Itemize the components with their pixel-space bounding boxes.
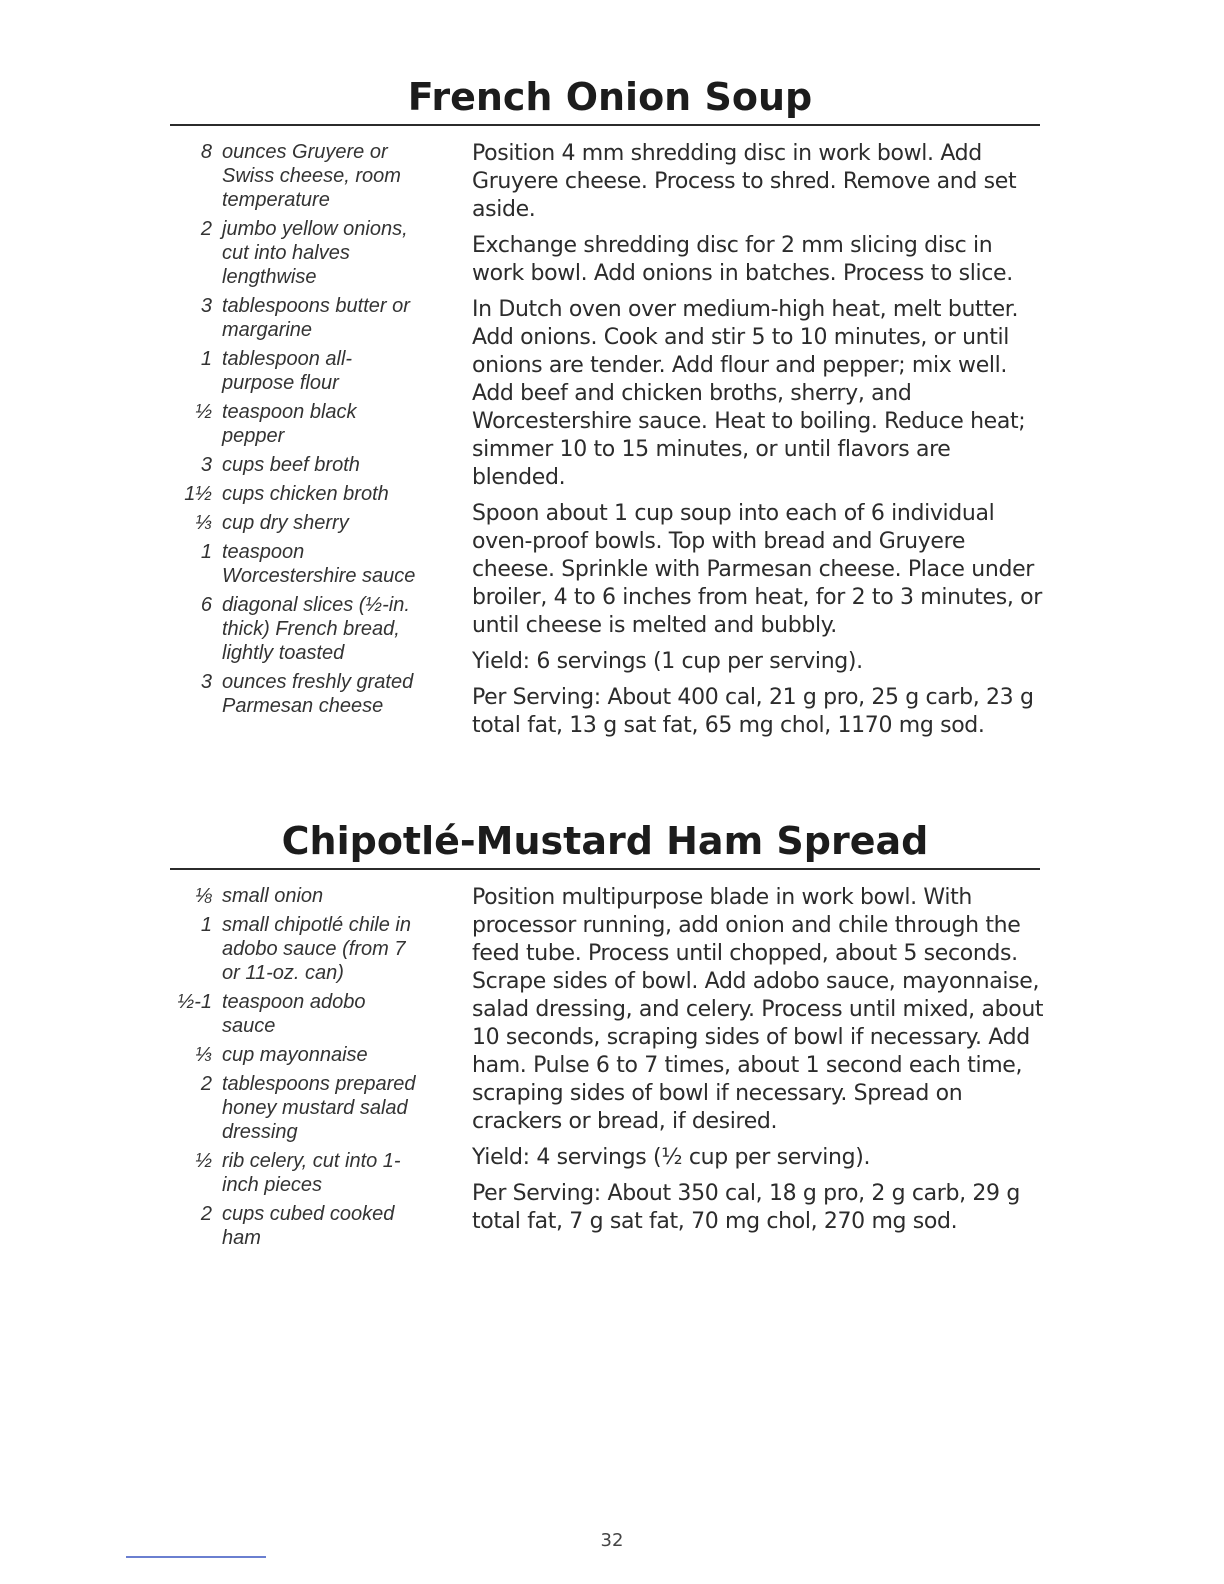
ingredient-item xyxy=(170,347,440,395)
recipe-french-onion-soup xyxy=(170,70,1042,738)
ingredient-desc: tablespoons butter or margarine xyxy=(222,295,410,341)
ingredient-item xyxy=(170,913,440,985)
direction-step: In Dutch oven over medium-high heat, melt butter. Add onions. Cook and stir 5 to 10 minutes, or until onions are tender. Add flour and pepper; mix well. Add beef and chicken broths, sherry, and Worcestershire sauce. Heat to boiling. Reduce heat; simmer 10 to 15 minutes, or until flavors are blended. xyxy=(472,297,1026,490)
ingredient-item xyxy=(170,540,440,588)
ingredient-qty: ⅛ xyxy=(195,885,212,907)
ingredient-qty: 6 xyxy=(200,594,212,616)
yield-text: Yield: 4 servings (½ cup per serving). xyxy=(472,1145,871,1170)
recipe-chipotle-mustard-ham-spread xyxy=(170,814,1044,1249)
ingredient-item xyxy=(170,670,440,718)
ingredient-desc: teaspoon adobo sauce xyxy=(222,991,366,1037)
ingredient-desc: teaspoon black pepper xyxy=(222,401,357,447)
ingredient-qty: 2 xyxy=(200,1073,212,1095)
direction-step: Position multipurpose blade in work bowl. With processor running, add onion and chile through the feed tube. Process until chopped, about 5 seconds. Scrape sides of bowl. Add adobo sauce, mayonnaise, salad dressing, and celery. Process until mixed, about 10 seconds, scraping sides of bowl if necessary. Add ham. Pulse 6 to 7 times, about 1 second each time, scraping sides of bowl if necessary. Spread on crackers or bread, if desired. xyxy=(472,885,1044,1134)
ingredient-desc: small onion xyxy=(222,885,324,907)
ingredient-desc: ounces freshly grated Parmesan cheese xyxy=(222,671,414,717)
ingredient-qty: ½ xyxy=(195,1150,212,1172)
ingredient-qty: 3 xyxy=(200,671,212,693)
ingredient-item xyxy=(170,1072,440,1144)
ingredient-item xyxy=(170,140,440,212)
ingredient-list xyxy=(170,140,440,723)
ingredient-desc: rib celery, cut into 1-inch pieces xyxy=(222,1150,401,1196)
ingredient-qty: 8 xyxy=(200,141,212,163)
ingredient-desc: ounces Gruyere or Swiss cheese, room temperature xyxy=(222,141,401,211)
ingredient-item xyxy=(170,400,440,448)
ingredient-qty: 1 xyxy=(200,541,212,563)
ingredient-item xyxy=(170,482,440,506)
ingredient-item xyxy=(170,1149,440,1197)
ingredient-desc: cups beef broth xyxy=(222,454,360,476)
ingredient-list xyxy=(170,884,440,1255)
ingredient-desc: tablespoon all-purpose flour xyxy=(222,348,353,394)
ingredient-item xyxy=(170,1043,440,1067)
ingredient-desc: small chipotlé chile in adobo sauce (from 7 or 11-oz. can) xyxy=(222,914,411,984)
direction-step: Position 4 mm shredding disc in work bowl. Add Gruyere cheese. Process to shred. Remove and set aside. xyxy=(472,141,1017,222)
title-divider xyxy=(170,124,1040,126)
ingredient-desc: cup dry sherry xyxy=(222,512,349,534)
ingredient-qty: 3 xyxy=(200,295,212,317)
nutrition-text: Per Serving: About 400 cal, 21 g pro, 25 g carb, 23 g total fat, 13 g sat fat, 65 mg chol, 1170 mg sod. xyxy=(472,685,1034,738)
ingredient-item xyxy=(170,453,440,477)
title-divider xyxy=(170,868,1040,870)
ingredient-qty: ⅓ xyxy=(195,512,212,534)
recipe-title: Chipotlé-Mustard Ham Spread xyxy=(281,819,929,863)
ingredient-qty: ½ xyxy=(195,401,212,423)
ingredient-desc: teaspoon Worcestershire sauce xyxy=(222,541,416,587)
footer-divider xyxy=(126,1556,266,1558)
ingredient-desc: diagonal slices (½-in. thick) French bread, lightly toasted xyxy=(222,594,410,664)
directions xyxy=(472,884,1044,1244)
ingredient-qty: 2 xyxy=(200,218,212,240)
nutrition-text: Per Serving: About 350 cal, 18 g pro, 2 g carb, 29 g total fat, 7 g sat fat, 70 mg chol, 270 mg sod. xyxy=(472,1181,1020,1234)
ingredient-qty: ½-1 xyxy=(177,991,212,1013)
ingredient-desc: jumbo yellow onions, cut into halves lengthwise xyxy=(222,218,408,288)
ingredient-qty: 1 xyxy=(200,348,212,370)
ingredient-qty: 3 xyxy=(200,454,212,476)
ingredient-desc: cup mayonnaise xyxy=(222,1044,368,1066)
ingredient-item xyxy=(170,884,440,908)
ingredient-item xyxy=(170,1202,440,1250)
ingredient-qty: ⅓ xyxy=(195,1044,212,1066)
page-number: 32 xyxy=(600,1530,624,1551)
direction-step: Exchange shredding disc for 2 mm slicing disc in work bowl. Add onions in batches. Process to slice. xyxy=(472,233,1013,286)
ingredient-qty: 1½ xyxy=(184,483,212,505)
ingredient-desc: tablespoons prepared honey mustard salad dressing xyxy=(222,1073,416,1143)
ingredient-qty: 2 xyxy=(200,1203,212,1225)
yield-text: Yield: 6 servings (1 cup per serving). xyxy=(472,649,863,674)
direction-step: Spoon about 1 cup soup into each of 6 individual oven-proof bowls. Top with bread and Gruyere cheese. Sprinkle with Parmesan cheese. Place under broiler, 4 to 6 inches from heat, for 2 to 3 minutes, or until cheese is melted and bubbly. xyxy=(472,501,1042,638)
ingredient-item xyxy=(170,593,440,665)
recipe-title: French Onion Soup xyxy=(407,75,813,119)
ingredient-item xyxy=(170,990,440,1038)
ingredient-item xyxy=(170,217,440,289)
ingredient-desc: cups cubed cooked ham xyxy=(222,1203,395,1249)
ingredient-qty: 1 xyxy=(200,914,212,936)
ingredient-item xyxy=(170,511,440,535)
ingredient-desc: cups chicken broth xyxy=(222,483,389,505)
ingredient-item xyxy=(170,294,440,342)
directions xyxy=(472,140,1044,748)
